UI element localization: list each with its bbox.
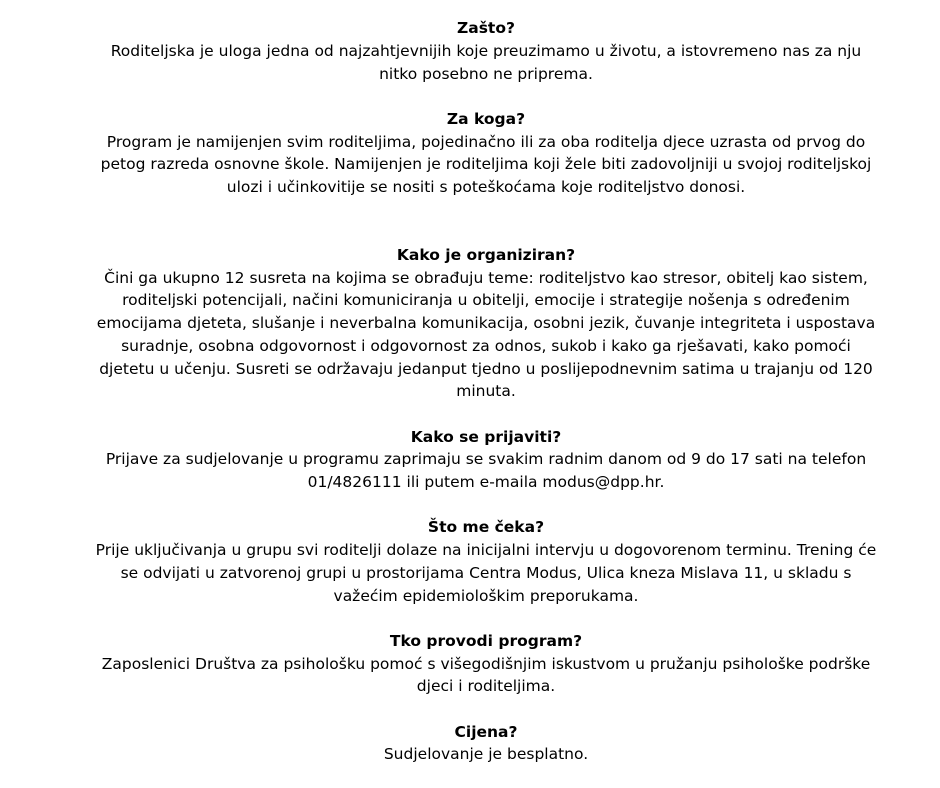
text-line: emocijama djeteta, slušanje i neverbalna komunikacija, osobni jezik, čuvanje integriteta i uspostava	[96, 314, 876, 332]
section-heading: Zašto?	[457, 19, 515, 37]
section-kako-je-organiziran	[60, 244, 912, 403]
section-text	[60, 539, 912, 607]
text-line: Prijave za sudjelovanje u programu zaprimaju se svakim radnim danom od 9 do 17 sati na telefon	[105, 450, 867, 469]
section-heading: Za koga?	[446, 109, 526, 128]
text-line: roditeljski potencijali, načini komuniciranja u obitelji, emocije i strategije nošenja s određenim	[122, 291, 850, 310]
section-heading: Cijena?	[454, 722, 518, 741]
section-heading: Kako se prijaviti?	[410, 427, 562, 446]
section-heading: Tko provodi program?	[389, 631, 583, 650]
section-text	[60, 40, 912, 86]
document-body	[60, 17, 912, 766]
text-line: suradnje, osobna odgovornost i odgovornost za odnos, sukob i kako ga rješavati, kako pomoći	[121, 336, 851, 355]
text-line: Roditeljska je uloga jedna od najzahtjevnijih koje preuzimamo u životu, a istovremeno nas za nju	[110, 41, 862, 60]
section-text	[60, 743, 912, 766]
text-line: se odvijati u zatvorenoj grupi u prostorijama Centra Modus, Ulica kneza Mislava 11, u skladu s	[120, 563, 852, 582]
text-line: važećim epidemiološkim preporukama.	[333, 586, 639, 605]
text-line: petog razreda osnovne škole. Namijenjen je roditeljima koji žele biti zadovoljniji u svojoj roditeljskoj	[100, 155, 872, 174]
text-line: Prije uključivanja u grupu svi roditelji dolaze na inicijalni intervju u dogovorenom terminu. Trening će	[95, 541, 877, 559]
section-heading: Kako je organiziran?	[396, 245, 576, 264]
text-line: Sudjelovanje je besplatno.	[383, 745, 589, 764]
section-kako-se-prijaviti	[60, 426, 912, 494]
text-line: minuta.	[456, 382, 516, 401]
section-text	[60, 448, 912, 494]
section-heading: Što me čeka?	[427, 518, 545, 537]
section-za-koga	[60, 108, 912, 199]
section-text	[60, 653, 912, 699]
section-zasto	[60, 17, 912, 85]
text-line: Program je namijenjen svim roditeljima, pojedinačno ili za oba roditelja djece uzrasta od prvog do	[106, 132, 866, 151]
section-sto-me-ceka	[60, 516, 912, 607]
text-line: 01/4826111 ili putem e-maila modus@dpp.hr.	[307, 473, 665, 491]
section-text	[60, 267, 912, 404]
text-line: Zaposlenici Društva za psihološku pomoć s višegodišnjim iskustvom u pružanju psihološke podrške	[101, 654, 871, 673]
text-line: Čini ga ukupno 12 susreta na kojima se obrađuju teme: roditeljstvo kao stresor, obitelj kao sistem,	[104, 268, 868, 287]
section-text	[60, 131, 912, 199]
section-cijena	[60, 721, 912, 767]
text-line: nitko posebno ne priprema.	[379, 64, 593, 83]
text-line: djetetu u učenju. Susreti se održavaju jedanput tjedno u poslijepodnevnim satima u trajanju od 120	[99, 359, 873, 378]
text-line: djeci i roditeljima.	[416, 677, 556, 696]
section-tko-provodi-program	[60, 630, 912, 698]
text-line: ulozi i učinkovitije se nositi s poteškoćama koje roditeljstvo donosi.	[226, 178, 746, 196]
